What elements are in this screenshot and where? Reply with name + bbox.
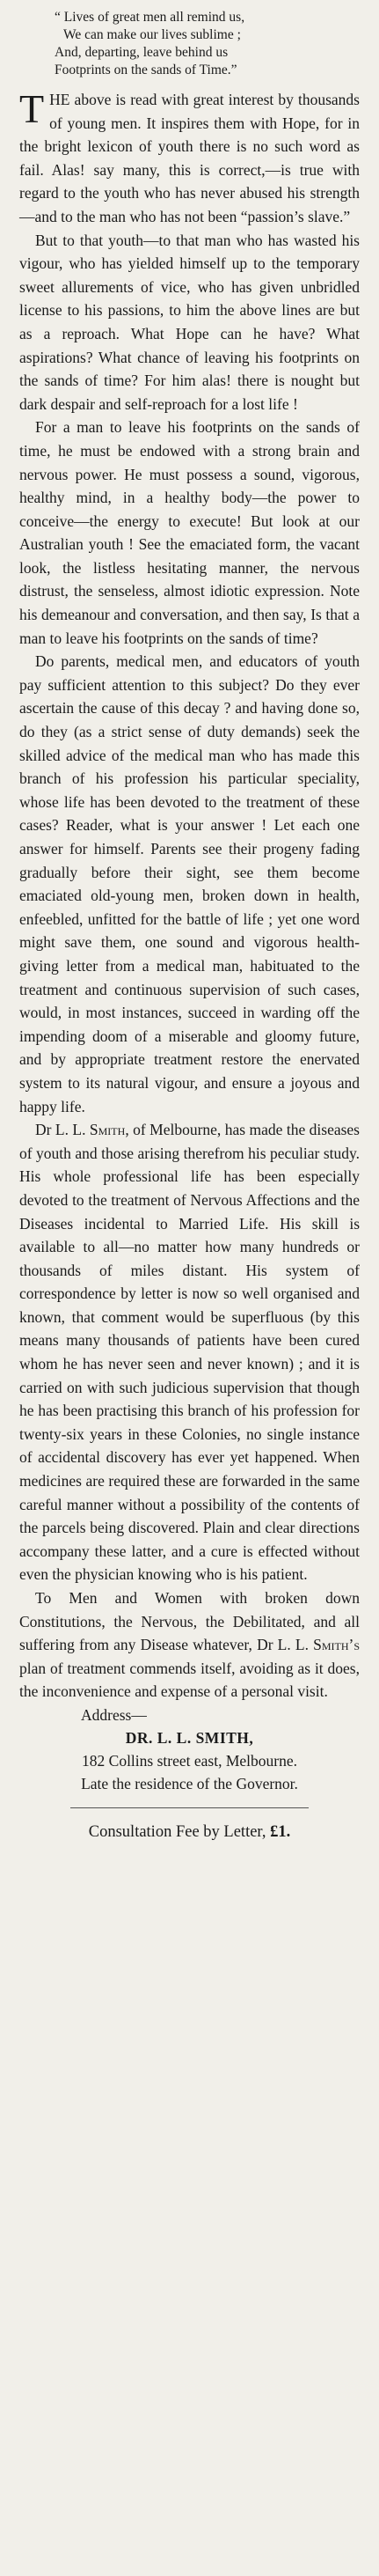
verse-line: We can make our lives sublime ; — [63, 27, 241, 42]
address-street: 182 Collins street east, Melbourne. — [82, 1751, 297, 1770]
drop-cap: T — [19, 86, 45, 131]
address-note: Late the residence of the Governor. — [81, 1774, 298, 1792]
consultation-fee — [19, 1821, 360, 1844]
paragraph: Do parents, medical men, and educators of youth pay sufficient attention to this subject? Do they ever ascertain the cause of this decay ? and having done so, do they (as a strict sense of duty demands) seek the skilled advice of the medical man who has made this branch of his profession his particular speciality, whose life has been devoted to the treatment of these cases? Reader, what is your answer ! Let each one answer for himself. Parents see their progeny fading gradually before their sight, see them become emaciated old-young men, broken down in health, enfeebled, unfitted for the battle of life ; yet one word might save them, one sound and vigorous health-giving letter from a medical man, habituated to the treatment and continuous supervision of such cases, would, in most instances, succeed in warding off the impending doom of a miserable and gloomy future, and by appropriate treatment restore the enervated system to its natural vigour, and ensure a joyous and happy life. — [19, 652, 360, 1115]
paragraph: But to that youth—to that man who has wasted his vigour, who has yielded himself up to the temporary sweet allurements of vice, who has given unbridled license to his passions, to him the above lines are but as a reproach. What Hope can he have? What aspirations? What chance of leaving his footprints on the sands of time? For him alas! there is nought but dark despair and self-reproach for a lost life ! — [19, 231, 360, 413]
closing-paragraph — [19, 1586, 360, 1704]
divider-rule — [70, 1807, 309, 1808]
smith-paragraph — [19, 1118, 360, 1586]
verse-line: And, departing, leave behind us — [55, 45, 229, 60]
doctor-prefix: Dr L. L. — [35, 1121, 86, 1139]
smith-paragraph-text: , of Melbourne, has made the diseases of youth and those arising therefrom his peculiar study. His whole professional life has been especially devoted to the treatment of Nervous Affections and the Diseases incidental to Married Life. His skill is available to all—no matter how many hundreds or thousands of miles distant. His system of correspondence by letter is now so well organised and known, that comment would be superfluous (by this means many thousands of patients have been cured whom he has never seen and never known) ; and it is carried on with such judicious supervision that though he has been practising this branch of his profession for twenty-six years in these Colonies, no single instance of accidental discovery has ever yet happened. When medicines are required these are forwarded in the same careful manner without a possibility of the contents of the parcels being discovered. Plain and clear directions accompany these latter, and a cure is effected without even the physician knowing who is his patient. — [19, 1121, 360, 1584]
paragraph: For a man to leave his footprints on the sands of time, he must be endowed with a strong brain and nervous power. He must possess a sound, vigorous, healthy mind, in a healthy body—the power to conceive—the energy to execute! But look at our Australian youth ! See the emaciated form, the vacant look, the listless hesitating manner, the nervous distrust, the senseless, almost idiotic expression. Note his demeanour and conversation, and then say, Is that a man to leave his footprints on the sands of time? — [19, 418, 360, 647]
address-name: DR. L. L. SMITH, — [125, 1728, 254, 1747]
fee-text: Consultation Fee by Letter, — [88, 1822, 266, 1841]
doctor-name: Smith — [89, 1121, 126, 1139]
doctor-name-possessive: Smith’s — [313, 1636, 360, 1654]
fee-amount: £1. — [270, 1822, 291, 1841]
closing-text-after: plan of treatment commends itself, avoiding as it does, the inconvenience and expense of a personal visit. — [19, 1659, 360, 1701]
address-label: Address— — [81, 1705, 147, 1724]
verse-line: Footprints on the sands of Time.” — [55, 63, 237, 77]
epigraph-verse — [55, 9, 360, 79]
closing-text-before: To Men and Women with broken down Constitutions, the Nervous, the Debilitated, and all suffering from any Disease whatever, Dr L. L. — [19, 1589, 360, 1654]
opening-text: HE above is read with great interest by thousands of young men. It inspires them with Hope, for in the bright lexicon of youth there is no such word as fail. Alas! say many, this is correct,—is true with regard to the youth who has never abused his strength—and to the man who has not been “passion’s slave.” — [19, 91, 360, 225]
opening-paragraph — [19, 88, 360, 229]
article-body — [19, 88, 360, 1704]
address-block — [19, 1726, 360, 1795]
verse-line: “ Lives of great men all remind us, — [55, 10, 245, 25]
